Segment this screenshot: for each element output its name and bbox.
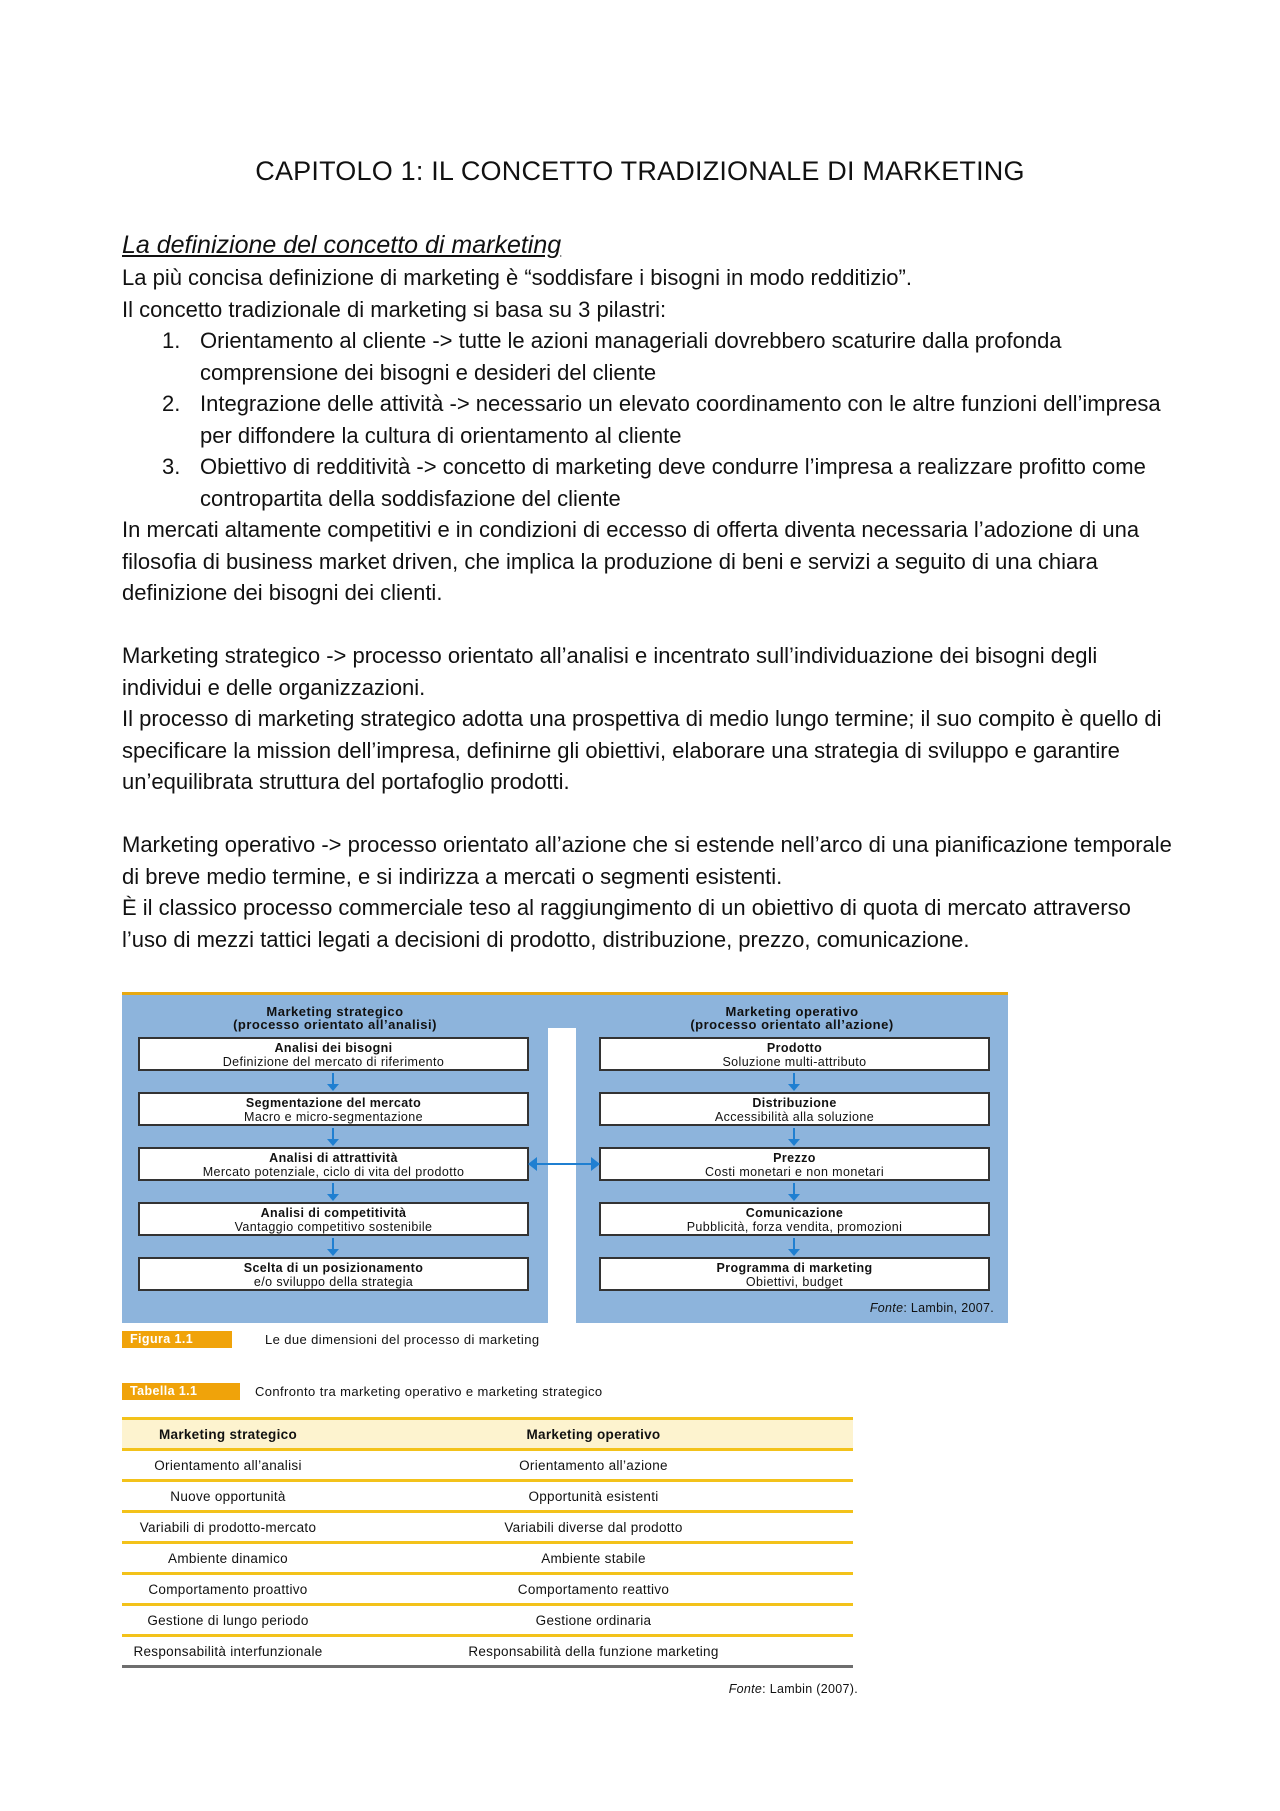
- box-subtitle: Accessibilità alla soluzione: [714, 1110, 875, 1124]
- paragraph-strategic-definition: Marketing strategico -> processo orientato all’analisi e incentrato sull’individuazione dei bisogni degli individui e delle organizzazioni.: [122, 643, 1098, 700]
- figure-box-right: [599, 1092, 990, 1126]
- table-cell: Variabili di prodotto-mercato: [122, 1512, 334, 1543]
- box-subtitle: Macro e micro-segmentazione: [244, 1110, 423, 1124]
- table-row: [122, 1512, 853, 1543]
- box-title: Prezzo: [773, 1151, 816, 1165]
- list-text: Integrazione delle attività -> necessario un elevato coordinamento con le altre funzioni dell’impresa per diffondere la cultura di orientamento al cliente: [200, 391, 1161, 448]
- table-header-row: [122, 1419, 853, 1450]
- table-cell: Nuove opportunità: [122, 1481, 334, 1512]
- table-cell: Gestione di lungo periodo: [122, 1605, 334, 1636]
- paragraph-pillars-intro: Il concetto tradizionale di marketing si basa su 3 pilastri:: [122, 296, 667, 322]
- figure-box-left: [138, 1037, 529, 1071]
- list-text: Obiettivo di redditività -> concetto di marketing deve condurre l’impresa a realizzare profitto come contropartita della soddisfazione del cliente: [200, 454, 1146, 511]
- chapter-title: CAPITOLO 1: IL CONCETTO TRADIZIONALE DI MARKETING: [255, 156, 1025, 186]
- figure-box-right: [599, 1037, 990, 1071]
- figure-right-heading: [576, 1005, 1008, 1031]
- down-arrow-icon: [332, 1073, 334, 1085]
- list-number: 1.: [162, 328, 181, 353]
- table-caption-text: Confronto tra marketing operativo e marketing strategico: [255, 1384, 603, 1399]
- box-subtitle: Costi monetari e non monetari: [704, 1165, 885, 1179]
- right-heading-title: Marketing operativo: [725, 1004, 859, 1019]
- table-cell: Ambiente stabile: [334, 1543, 853, 1574]
- paragraph-market-driven: In mercati altamente competitivi e in condizioni di eccesso di offerta diventa necessaria l’adozione di una filosofia di business market driven, che implica la produzione di beni e servizi a seguito di una chiara definizione dei bisogni dei clienti.: [122, 517, 1140, 605]
- list-item: [122, 451, 1182, 514]
- list-text: Orientamento al cliente -> tutte le azioni manageriali dovrebbero scaturire dalla profonda comprensione dei bisogni e desideri del cliente: [200, 328, 1062, 385]
- box-subtitle: Obiettivi, budget: [745, 1275, 844, 1289]
- left-heading-subtitle: (processo orientato all’analisi): [233, 1017, 437, 1032]
- source-text: : Lambin, 2007.: [903, 1301, 994, 1315]
- figure-box-left: [138, 1147, 529, 1181]
- paragraph-definition: La più concisa definizione di marketing è “soddisfare i bisogni in modo redditizio”.: [122, 265, 912, 290]
- down-arrow-icon: [332, 1238, 334, 1250]
- table-cell: Ambiente dinamico: [122, 1543, 334, 1574]
- table-header-operative: Marketing operativo: [334, 1419, 853, 1450]
- pillars-list: [122, 325, 1182, 514]
- box-title: Scelta di un posizionamento: [243, 1261, 424, 1275]
- down-arrow-icon: [793, 1183, 795, 1195]
- down-arrow-icon: [793, 1128, 795, 1140]
- figure-box-left: [138, 1257, 529, 1291]
- box-title: Comunicazione: [745, 1206, 844, 1220]
- figure-left-heading: [122, 1005, 548, 1031]
- table-cell: Responsabilità interfunzionale: [122, 1636, 334, 1667]
- box-title: Analisi dei bisogni: [274, 1041, 393, 1055]
- figure-caption-badge: Figura 1.1: [122, 1331, 232, 1348]
- figure-box-left: [138, 1092, 529, 1126]
- figure-divider: [548, 1028, 576, 1326]
- left-heading-title: Marketing strategico: [266, 1004, 404, 1019]
- box-title: Analisi di competitività: [260, 1206, 407, 1220]
- section-heading: La definizione del concetto di marketing: [122, 231, 562, 259]
- down-arrow-icon: [332, 1128, 334, 1140]
- figure-box-right: [599, 1147, 990, 1181]
- table-cell: Responsabilità della funzione marketing: [334, 1636, 853, 1667]
- table-row: [122, 1574, 853, 1605]
- table-header-strategic: Marketing strategico: [122, 1419, 334, 1450]
- list-number: 2.: [162, 391, 181, 416]
- box-subtitle: e/o sviluppo della strategia: [253, 1275, 414, 1289]
- figure-box-right: [599, 1202, 990, 1236]
- table-row: [122, 1543, 853, 1574]
- paragraph-operative-process: È il classico processo commerciale teso al raggiungimento di un obiettivo di quota di mercato attraverso l’uso di mezzi tattici legati a decisioni di prodotto, distribuzione, prezzo, comunicazione.: [122, 895, 1131, 952]
- list-number: 3.: [162, 454, 181, 479]
- table-cell: Orientamento all’analisi: [122, 1450, 334, 1481]
- table-cell: Comportamento proattivo: [122, 1574, 334, 1605]
- box-title: Programma di marketing: [716, 1261, 873, 1275]
- figure-caption-text: Le due dimensioni del processo di marketing: [265, 1332, 540, 1347]
- box-subtitle: Vantaggio competitivo sostenibile: [234, 1220, 433, 1234]
- table-source: [729, 1682, 858, 1696]
- source-label: Fonte: [869, 1301, 904, 1315]
- right-heading-subtitle: (processo orientato all’azione): [690, 1017, 894, 1032]
- box-subtitle: Mercato potenziale, ciclo di vita del prodotto: [202, 1165, 465, 1179]
- figure-source: [870, 1301, 994, 1315]
- down-arrow-icon: [793, 1073, 795, 1085]
- list-item: [122, 388, 1182, 451]
- box-title: Prodotto: [766, 1041, 823, 1055]
- table-row: [122, 1450, 853, 1481]
- box-subtitle: Definizione del mercato di riferimento: [222, 1055, 445, 1069]
- table-cell: Comportamento reattivo: [334, 1574, 853, 1605]
- table-caption-badge: Tabella 1.1: [122, 1383, 240, 1400]
- figure-box-left: [138, 1202, 529, 1236]
- list-item: [122, 325, 1182, 388]
- table-row: [122, 1481, 853, 1512]
- box-title: Distribuzione: [752, 1096, 837, 1110]
- source-label: Fonte: [728, 1682, 763, 1696]
- table-row: [122, 1605, 853, 1636]
- source-text: : Lambin (2007).: [762, 1682, 858, 1696]
- spacer: [122, 609, 1182, 641]
- paragraph-operative-definition: Marketing operativo -> processo orientato all’azione che si estende nell’arco di una pianificazione temporale di breve medio termine, e si indirizza a mercati o segmenti esistenti.: [122, 832, 1172, 889]
- box-subtitle: Pubblicità, forza vendita, promozioni: [686, 1220, 903, 1234]
- table-cell: Gestione ordinaria: [334, 1605, 853, 1636]
- table-cell: Variabili diverse dal prodotto: [334, 1512, 853, 1543]
- box-title: Segmentazione del mercato: [245, 1096, 422, 1110]
- down-arrow-icon: [332, 1183, 334, 1195]
- spacer: [122, 798, 1182, 830]
- table-cell: Orientamento all’azione: [334, 1450, 853, 1481]
- down-arrow-icon: [793, 1238, 795, 1250]
- body-text: [122, 229, 1182, 955]
- comparison-table: [122, 1417, 853, 1668]
- table-row: [122, 1636, 853, 1667]
- bidirectional-arrow-icon: [534, 1163, 594, 1165]
- figure-marketing-process: [122, 992, 1008, 1323]
- paragraph-strategic-process: Il processo di marketing strategico adotta una prospettiva di medio lungo termine; il suo compito è quello di specificare la mission dell’impresa, definirne gli obiettivi, elaborare una strategia di sviluppo e garantire un’equilibrata struttura del portafoglio prodotti.: [122, 706, 1162, 794]
- figure-box-right: [599, 1257, 990, 1291]
- box-title: Analisi di attrattività: [269, 1151, 398, 1165]
- box-subtitle: Soluzione multi-attributo: [722, 1055, 867, 1069]
- table-cell: Opportunità esistenti: [334, 1481, 853, 1512]
